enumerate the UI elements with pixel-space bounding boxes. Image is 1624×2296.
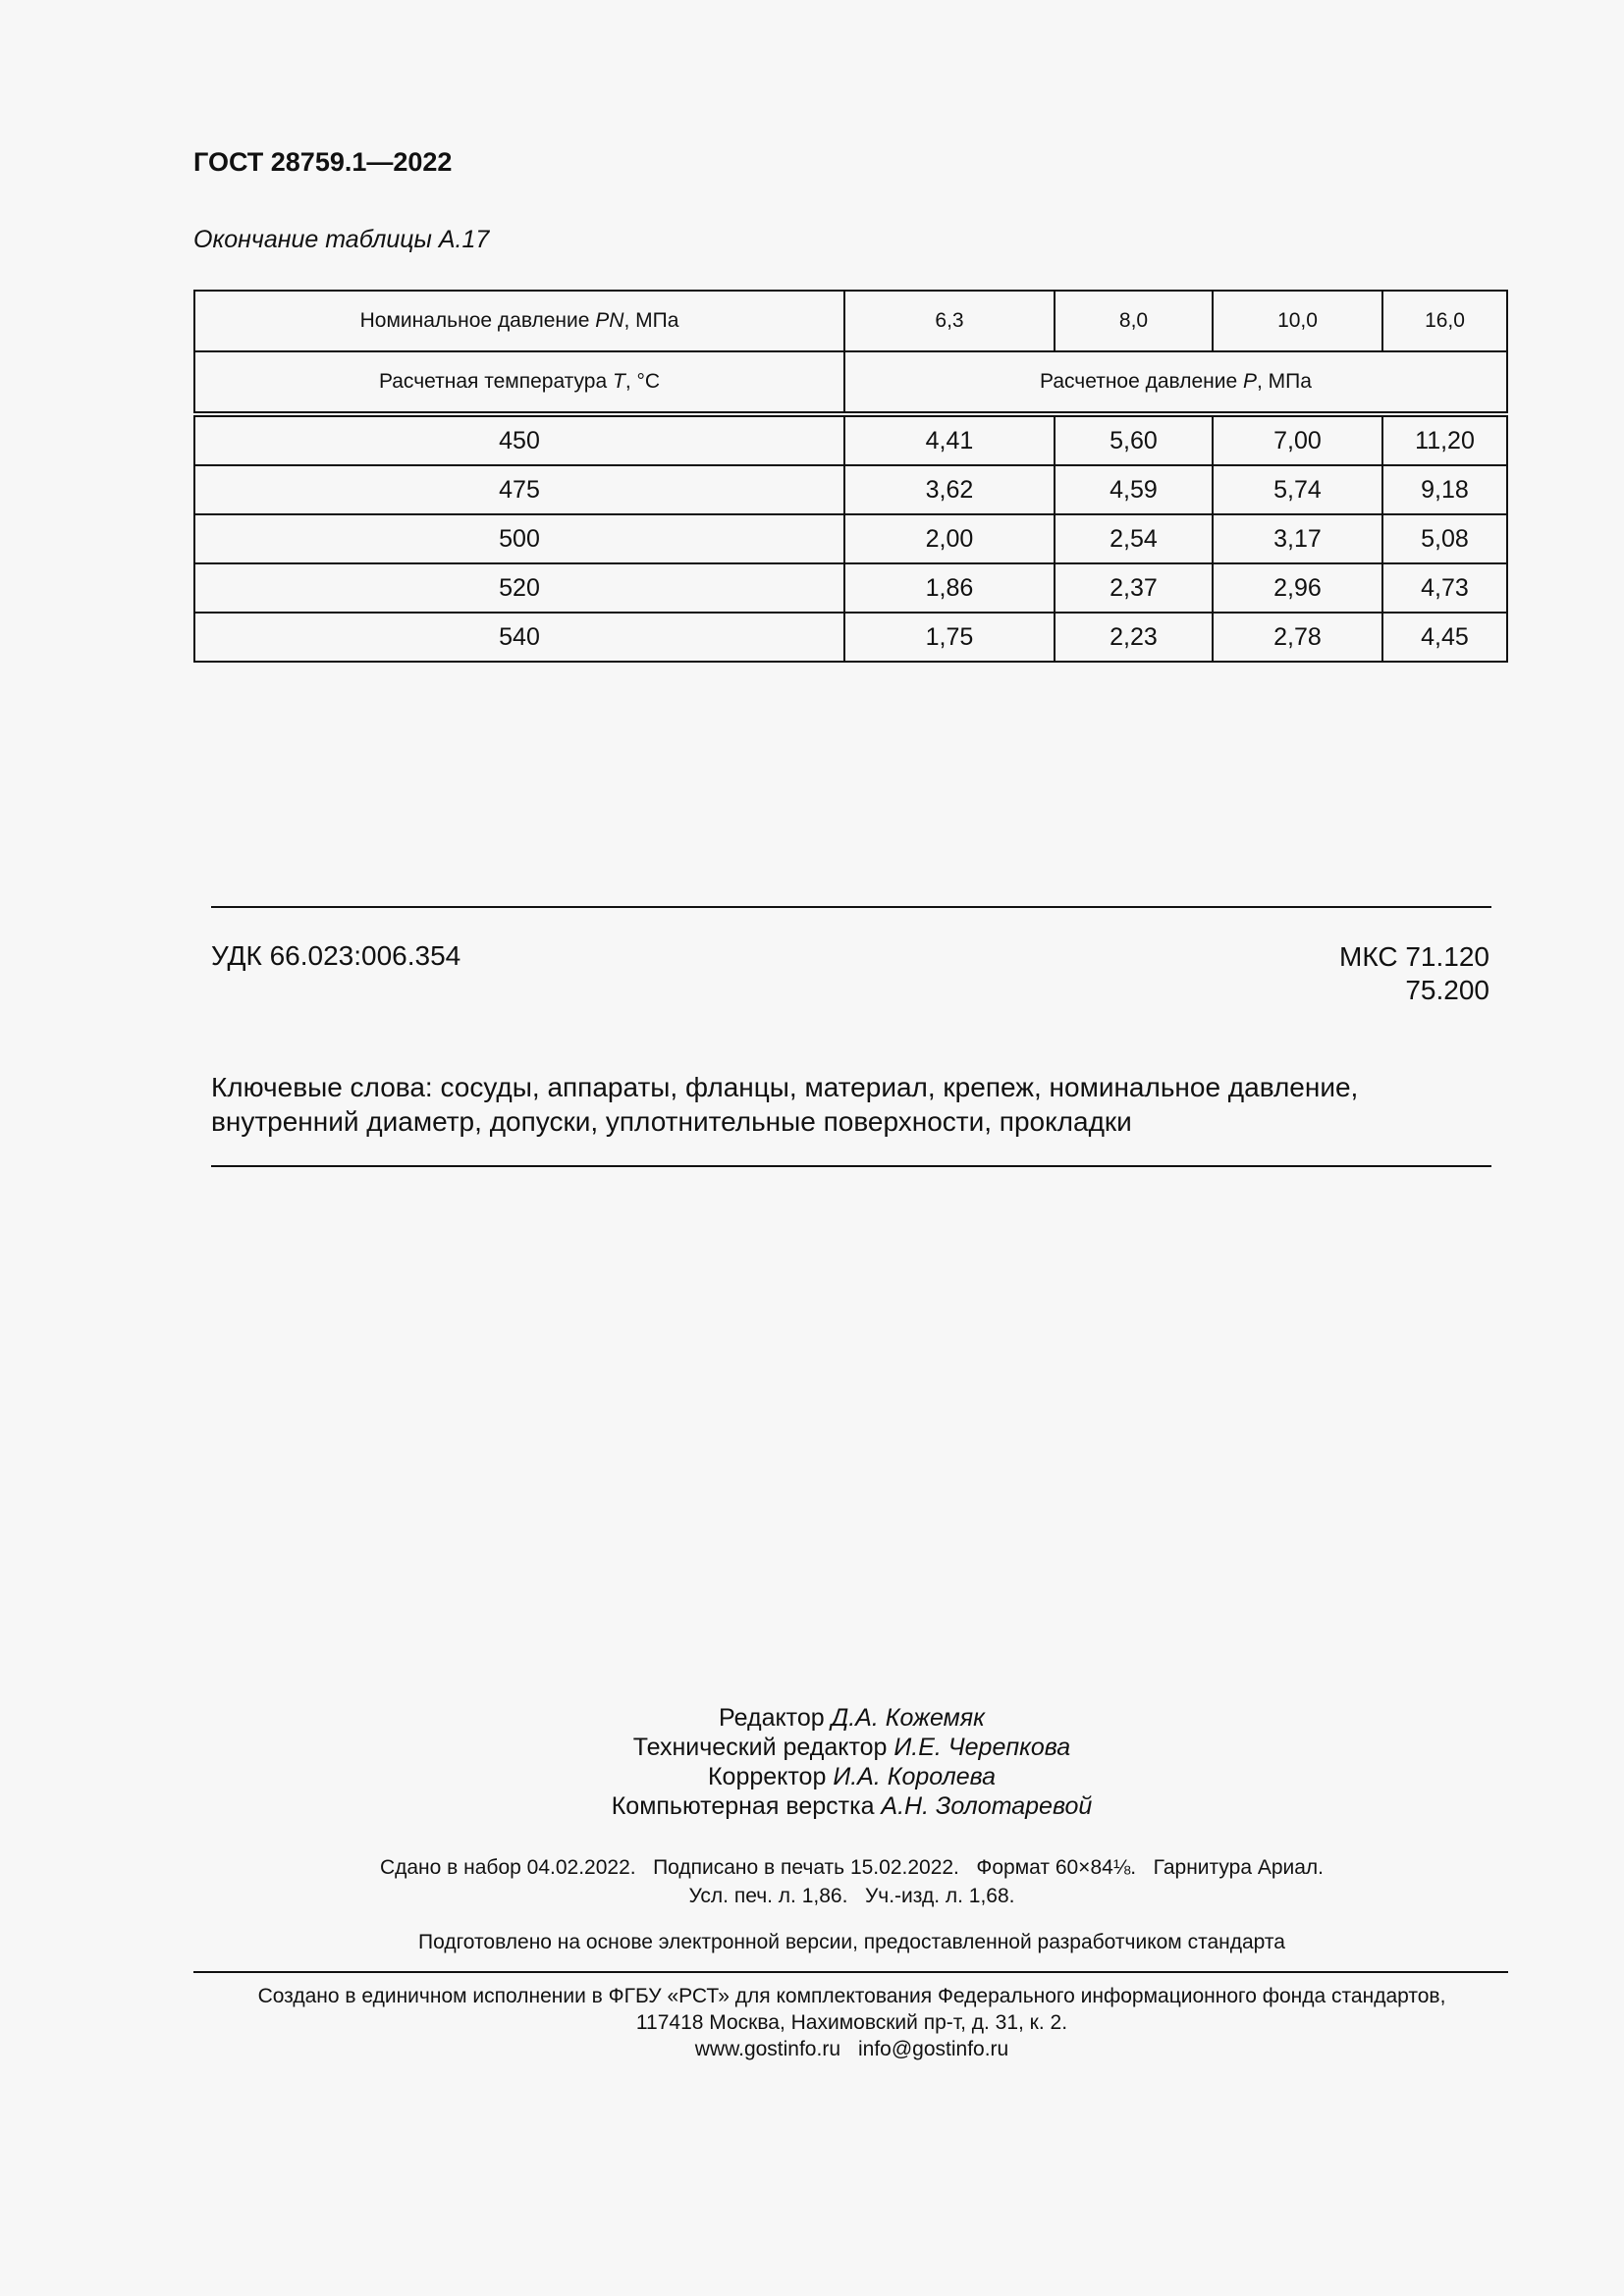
mks-line: МКС 71.120 (1339, 941, 1489, 972)
table-row (194, 563, 1507, 613)
table-header-row (194, 291, 1507, 351)
credit-line: Редактор Д.А. Кожемяк (719, 1704, 985, 1732)
pub-info-line: Усл. печ. л. 1,86. Уч.-изд. л. 1,68. (688, 1885, 1015, 1907)
nominal-pressure-header: Номинальное давление PN, МПа (194, 291, 844, 351)
temperature-cell: 450 (194, 414, 844, 465)
credit-line: Корректор И.А. Королева (707, 1763, 997, 1790)
pn-value: 10,0 (1213, 291, 1382, 351)
pressure-cell: 2,23 (1055, 613, 1213, 662)
pressure-cell: 4,73 (1382, 563, 1507, 613)
divider-bottom (211, 1165, 1491, 1167)
udk-code: УДК 66.023:006.354 (211, 940, 461, 971)
prepared-note: Подготовлено на основе электронной версии, предоставленной разработчиком стандарта (418, 1931, 1285, 1953)
pressure-cell: 3,17 (1213, 514, 1382, 563)
pressure-cell: 4,41 (844, 414, 1055, 465)
publication-info (0, 1853, 1624, 1910)
temperature-cell: 500 (194, 514, 844, 563)
pressure-cell: 3,62 (844, 465, 1055, 514)
pressure-cell: 2,54 (1055, 514, 1213, 563)
table-subheader-row (194, 351, 1507, 414)
pn-value: 16,0 (1382, 291, 1507, 351)
pressure-cell: 7,00 (1213, 414, 1382, 465)
email-link[interactable]: info@gostinfo.ru (858, 2038, 1009, 2060)
keywords: Ключевые слова: сосуды, аппараты, фланцы, материал, крепеж, номинальное давление, внутренний диаметр, допуски, уплотнительные поверхности, прокладки (211, 1072, 1359, 1137)
design-temperature-header: Расчетная температура T, °С (194, 351, 844, 414)
table-caption: Окончание таблицы А.17 (193, 226, 490, 253)
document-header: ГОСТ 28759.1—2022 (193, 147, 453, 177)
table-row (194, 465, 1507, 514)
pn-value: 8,0 (1055, 291, 1213, 351)
temperature-cell: 475 (194, 465, 844, 514)
divider-top (211, 906, 1491, 908)
mks-codes (1339, 940, 1489, 1007)
pressure-cell: 9,18 (1382, 465, 1507, 514)
table-row (194, 514, 1507, 563)
pressure-cell: 5,08 (1382, 514, 1507, 563)
credits (0, 1703, 1624, 1821)
pressure-cell: 2,78 (1213, 613, 1382, 662)
design-pressure-header: Расчетное давление P, МПа (844, 351, 1507, 414)
pressure-cell: 4,59 (1055, 465, 1213, 514)
temperature-cell: 540 (194, 613, 844, 662)
table-row (194, 414, 1507, 465)
pressure-cell: 1,86 (844, 563, 1055, 613)
imprint-divider (193, 1971, 1508, 1973)
pressure-cell: 2,96 (1213, 563, 1382, 613)
pressure-cell: 4,45 (1382, 613, 1507, 662)
pressure-cell: 2,37 (1055, 563, 1213, 613)
website-link[interactable]: www.gostinfo.ru (694, 2038, 840, 2060)
imprint-line: Создано в единичном исполнении в ФГБУ «РСТ» для комплектования Федерального информационного фонда стандартов, (257, 1985, 1446, 2007)
pressure-cell: 11,20 (1382, 414, 1507, 465)
pressure-cell: 1,75 (844, 613, 1055, 662)
mks-line: 75.200 (1405, 975, 1489, 1005)
credit-line: Компьютерная верстка А.Н. Золотаревой (611, 1792, 1093, 1820)
table-row (194, 613, 1507, 662)
imprint-contacts (0, 2036, 1624, 2062)
temperature-cell: 520 (194, 563, 844, 613)
imprint-line: 117418 Москва, Нахимовский пр-т, д. 31, к. 2. (635, 2011, 1068, 2034)
pn-value: 6,3 (844, 291, 1055, 351)
credit-line: Технический редактор И.Е. Черепкова (632, 1734, 1071, 1761)
pressure-table (193, 290, 1508, 663)
imprint (0, 1983, 1624, 2062)
pressure-cell: 5,74 (1213, 465, 1382, 514)
pressure-cell: 2,00 (844, 514, 1055, 563)
pressure-cell: 5,60 (1055, 414, 1213, 465)
pub-info-line: Сдано в набор 04.02.2022. Подписано в печать 15.02.2022. Формат 60×84⅛. Гарнитура Ариал. (379, 1856, 1325, 1879)
